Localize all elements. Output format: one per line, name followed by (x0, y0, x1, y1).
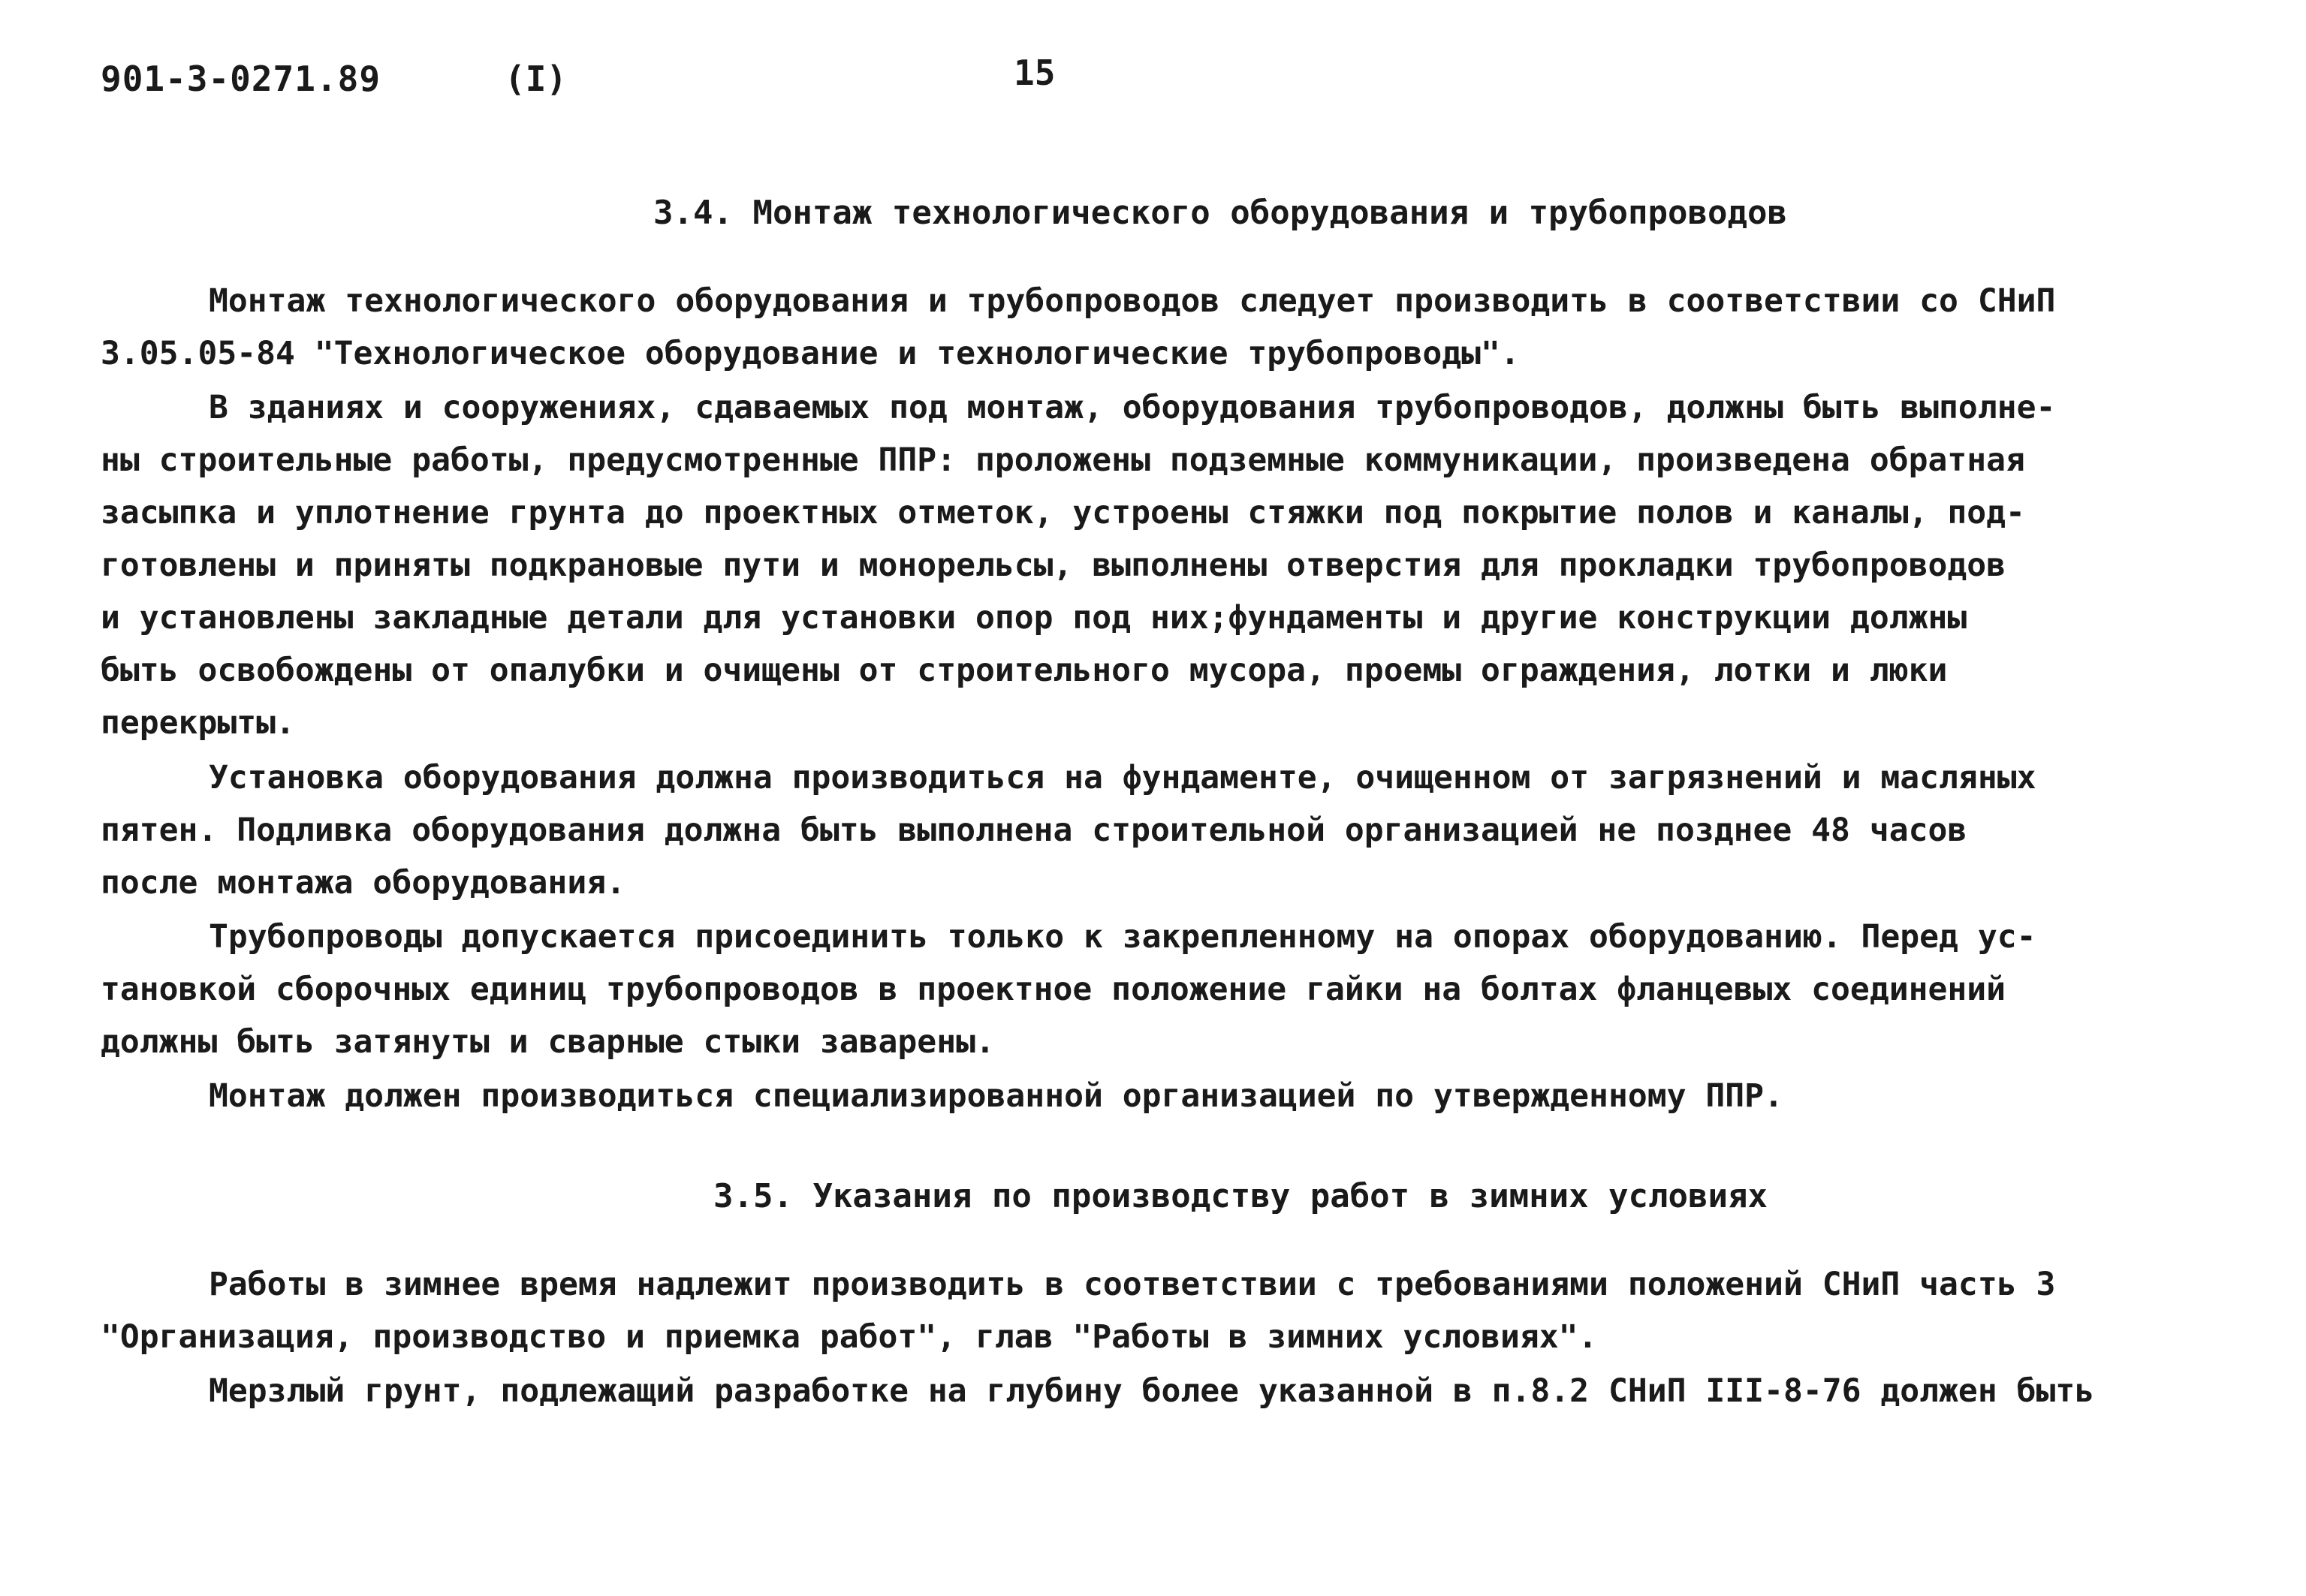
document-part: (I) (505, 59, 568, 99)
text-line: "Организация, производство и приемка работ", глав "Работы в зимних условиях". (101, 1318, 1598, 1356)
text-line: В зданиях и сооружениях, сдаваемых под монтаж, оборудования трубопроводов, должны быть выполне- (209, 389, 2056, 426)
page-number: 15 (1014, 53, 1056, 93)
text-line: Трубопроводы допускается присоединить только к закрепленному на опорах оборудованию. Перед ус- (209, 918, 2036, 956)
text-line: тановкой сборочных единиц трубопроводов в проектное положение гайки на болтах фланцевых соединений (101, 971, 2006, 1008)
text-line: должны быть затянуты и сварные стыки заварены. (101, 1023, 995, 1061)
text-line: засыпка и уплотнение грунта до проектных отметок, устроены стяжки под покрытие полов и каналы, под- (101, 494, 2025, 531)
text-line: после монтажа оборудования. (101, 864, 625, 902)
text-line: ны строительные работы, предусмотренные ППР: проложены подземные коммуникации, произведена обратная (101, 441, 2025, 479)
text-line: пятен. Подливка оборудования должна быть выполнена строительной организацией не позднее 48 часов (101, 812, 1967, 849)
section-heading-3-4-text: 3.4. Монтаж технологического оборудования и трубопроводов (653, 194, 1787, 232)
text-line: Установка оборудования должна производиться на фундаменте, очищенном от загрязнений и масляных (209, 759, 2036, 796)
text-line: быть освобождены от опалубки и очищены от строительного мусора, проемы ограждения, лотки и люки (101, 652, 1948, 689)
text-line: и установлены закладные детали для установки опор под них;фундаменты и другие конструкции должны (101, 599, 1967, 637)
text-line: готовлены и приняты подкрановые пути и монорельсы, выполнены отверстия для прокладки трубопроводов (101, 547, 2006, 584)
text-line: перекрыты. (101, 704, 295, 742)
text-line: Монтаж технологического оборудования и трубопроводов следует производить в соответствии со СНиП (209, 282, 2056, 320)
text-line: Мерзлый грунт, подлежащий разработке на глубину более указанной в п.8.2 СНиП III-8-76 должен быть (209, 1372, 2095, 1410)
text-line: Монтаж должен производиться специализированной организацией по утвержденному ППР. (209, 1077, 1783, 1115)
document-code: 901-3-0271.89 (101, 59, 381, 99)
section-heading-3-5-text: 3.5. Указания по производству работ в зимних условиях (713, 1177, 1768, 1215)
text-line: 3.05.05-84 "Технологическое оборудование и технологические трубопроводы". (101, 335, 1520, 372)
page-header (0, 53, 2306, 111)
text-line: Работы в зимнее время надлежит производить в соответствии с требованиями положений СНиП часть 3 (209, 1266, 2056, 1303)
